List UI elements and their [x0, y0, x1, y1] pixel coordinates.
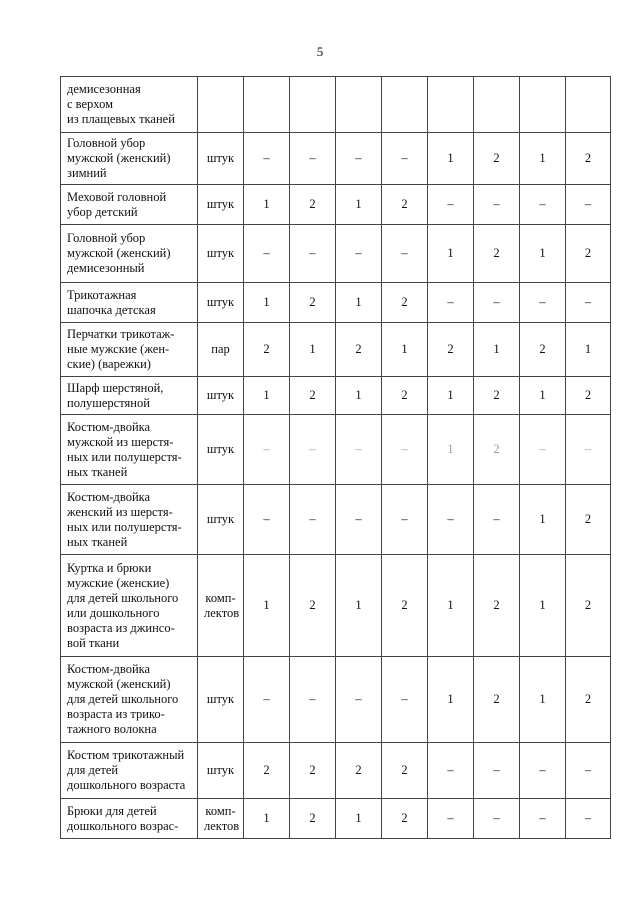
- quantity-cell: 2: [290, 185, 336, 225]
- quantity-cell: 2: [474, 225, 520, 283]
- item-name-cell: Перчатки трикотаж- ные мужские (жен- ские) (варежки): [61, 323, 198, 377]
- quantity-cell: –: [382, 415, 428, 485]
- quantity-cell: 1: [428, 133, 474, 185]
- quantity-cell: 1: [290, 323, 336, 377]
- quantity-cell: 2: [244, 323, 290, 377]
- item-name-cell: Головной убор мужской (женский) зимний: [61, 133, 198, 185]
- quantity-cell: 1: [428, 225, 474, 283]
- quantity-cell: 2: [474, 415, 520, 485]
- unit-cell: штук: [198, 283, 244, 323]
- quantity-cell: –: [244, 485, 290, 555]
- quantity-cell: 2: [566, 657, 611, 743]
- item-name-cell: Куртка и брюки мужские (женские) для детей школьного или дошкольного возраста из джинсо- вой ткани: [61, 555, 198, 657]
- quantity-cell: 1: [520, 377, 566, 415]
- page-number: 5: [316, 44, 324, 59]
- unit-cell: штук: [198, 133, 244, 185]
- quantity-cell: [336, 77, 382, 133]
- quantity-cell: [474, 77, 520, 133]
- quantity-cell: –: [336, 415, 382, 485]
- quantity-cell: 2: [336, 743, 382, 799]
- table-row: [61, 485, 611, 555]
- item-name-cell: демисезонная с верхом из плащевых тканей: [61, 77, 198, 133]
- quantity-cell: –: [290, 133, 336, 185]
- quantity-cell: –: [336, 485, 382, 555]
- quantity-cell: 1: [428, 415, 474, 485]
- quantity-cell: 1: [336, 555, 382, 657]
- table-row: [61, 415, 611, 485]
- unit-cell: [198, 77, 244, 133]
- quantity-cell: 1: [336, 283, 382, 323]
- clothing-norms-table: [60, 76, 611, 839]
- table-row: [61, 77, 611, 133]
- quantity-cell: 1: [428, 377, 474, 415]
- table-row: [61, 185, 611, 225]
- quantity-cell: 1: [244, 799, 290, 839]
- quantity-cell: –: [382, 485, 428, 555]
- unit-cell: штук: [198, 743, 244, 799]
- quantity-cell: [244, 77, 290, 133]
- unit-cell: пар: [198, 323, 244, 377]
- quantity-cell: –: [336, 657, 382, 743]
- unit-cell: штук: [198, 657, 244, 743]
- unit-cell: штук: [198, 415, 244, 485]
- quantity-cell: –: [428, 799, 474, 839]
- unit-cell: штук: [198, 377, 244, 415]
- quantity-cell: –: [474, 485, 520, 555]
- quantity-cell: 1: [520, 657, 566, 743]
- item-name-cell: Шарф шерстяной, полушерстяной: [61, 377, 198, 415]
- quantity-cell: –: [382, 657, 428, 743]
- quantity-cell: –: [290, 225, 336, 283]
- quantity-cell: 2: [336, 323, 382, 377]
- quantity-cell: 1: [520, 485, 566, 555]
- table-row: [61, 377, 611, 415]
- item-name-cell: Костюм-двойка мужской из шерстя- ных или полушерстя- ных тканей: [61, 415, 198, 485]
- quantity-cell: 2: [520, 323, 566, 377]
- quantity-cell: –: [244, 415, 290, 485]
- quantity-cell: –: [566, 283, 611, 323]
- quantity-cell: –: [520, 799, 566, 839]
- quantity-cell: –: [520, 415, 566, 485]
- quantity-cell: 1: [520, 225, 566, 283]
- quantity-cell: 2: [382, 555, 428, 657]
- quantity-cell: –: [244, 225, 290, 283]
- quantity-cell: 2: [290, 555, 336, 657]
- quantity-cell: –: [290, 485, 336, 555]
- unit-cell: комп- лектов: [198, 799, 244, 839]
- quantity-cell: 2: [382, 283, 428, 323]
- quantity-cell: [566, 77, 611, 133]
- quantity-cell: 2: [474, 377, 520, 415]
- quantity-cell: 1: [244, 377, 290, 415]
- quantity-cell: –: [336, 225, 382, 283]
- quantity-cell: 2: [428, 323, 474, 377]
- table-row: [61, 133, 611, 185]
- quantity-cell: –: [474, 185, 520, 225]
- quantity-cell: –: [474, 283, 520, 323]
- table-row: [61, 555, 611, 657]
- item-name-cell: Костюм-двойка женский из шерстя- ных или полушерстя- ных тканей: [61, 485, 198, 555]
- quantity-cell: 1: [244, 185, 290, 225]
- quantity-cell: 2: [244, 743, 290, 799]
- quantity-cell: –: [428, 185, 474, 225]
- quantity-cell: 2: [566, 555, 611, 657]
- quantity-cell: 1: [428, 555, 474, 657]
- quantity-cell: –: [428, 743, 474, 799]
- quantity-cell: [520, 77, 566, 133]
- quantity-cell: 1: [520, 555, 566, 657]
- item-name-cell: Костюм-двойка мужской (женский) для детей школьного возраста из трико- тажного волокна: [61, 657, 198, 743]
- table-row: [61, 743, 611, 799]
- quantity-cell: 2: [474, 555, 520, 657]
- quantity-cell: –: [382, 225, 428, 283]
- table-row: [61, 323, 611, 377]
- quantity-cell: 2: [566, 485, 611, 555]
- quantity-cell: –: [474, 743, 520, 799]
- unit-cell: комп- лектов: [198, 555, 244, 657]
- quantity-cell: 2: [382, 799, 428, 839]
- quantity-cell: 1: [244, 555, 290, 657]
- table-row: [61, 225, 611, 283]
- item-name-cell: Трикотажная шапочка детская: [61, 283, 198, 323]
- quantity-cell: 1: [336, 799, 382, 839]
- unit-cell: штук: [198, 185, 244, 225]
- quantity-cell: [382, 77, 428, 133]
- quantity-cell: –: [520, 743, 566, 799]
- quantity-cell: –: [428, 485, 474, 555]
- quantity-cell: 2: [290, 799, 336, 839]
- quantity-cell: 1: [566, 323, 611, 377]
- quantity-cell: 1: [336, 185, 382, 225]
- quantity-cell: 1: [244, 283, 290, 323]
- quantity-cell: –: [566, 415, 611, 485]
- quantity-cell: –: [244, 133, 290, 185]
- quantity-cell: 1: [336, 377, 382, 415]
- quantity-cell: –: [428, 283, 474, 323]
- quantity-cell: 1: [382, 323, 428, 377]
- item-name-cell: Меховой головной убор детский: [61, 185, 198, 225]
- quantity-cell: –: [566, 799, 611, 839]
- quantity-cell: [290, 77, 336, 133]
- quantity-cell: 2: [290, 377, 336, 415]
- quantity-cell: 1: [520, 133, 566, 185]
- quantity-cell: 2: [474, 133, 520, 185]
- unit-cell: штук: [198, 485, 244, 555]
- quantity-cell: –: [566, 743, 611, 799]
- quantity-cell: [428, 77, 474, 133]
- quantity-cell: –: [566, 185, 611, 225]
- table-row: [61, 799, 611, 839]
- quantity-cell: 2: [566, 377, 611, 415]
- table-row: [61, 283, 611, 323]
- quantity-cell: 2: [382, 743, 428, 799]
- quantity-cell: –: [290, 657, 336, 743]
- unit-cell: штук: [198, 225, 244, 283]
- quantity-cell: –: [382, 133, 428, 185]
- quantity-cell: 2: [566, 225, 611, 283]
- quantity-cell: 2: [382, 377, 428, 415]
- quantity-cell: –: [474, 799, 520, 839]
- quantity-cell: 1: [474, 323, 520, 377]
- item-name-cell: Головной убор мужской (женский) демисезонный: [61, 225, 198, 283]
- quantity-cell: 2: [382, 185, 428, 225]
- item-name-cell: Костюм трикотажный для детей дошкольного возраста: [61, 743, 198, 799]
- quantity-cell: 2: [290, 283, 336, 323]
- quantity-cell: 2: [474, 657, 520, 743]
- quantity-cell: –: [290, 415, 336, 485]
- quantity-cell: 2: [290, 743, 336, 799]
- quantity-cell: 2: [566, 133, 611, 185]
- table-row: [61, 657, 611, 743]
- quantity-cell: –: [336, 133, 382, 185]
- item-name-cell: Брюки для детей дошкольного возрас-: [61, 799, 198, 839]
- quantity-cell: –: [520, 283, 566, 323]
- quantity-cell: 1: [428, 657, 474, 743]
- quantity-cell: –: [244, 657, 290, 743]
- quantity-cell: –: [520, 185, 566, 225]
